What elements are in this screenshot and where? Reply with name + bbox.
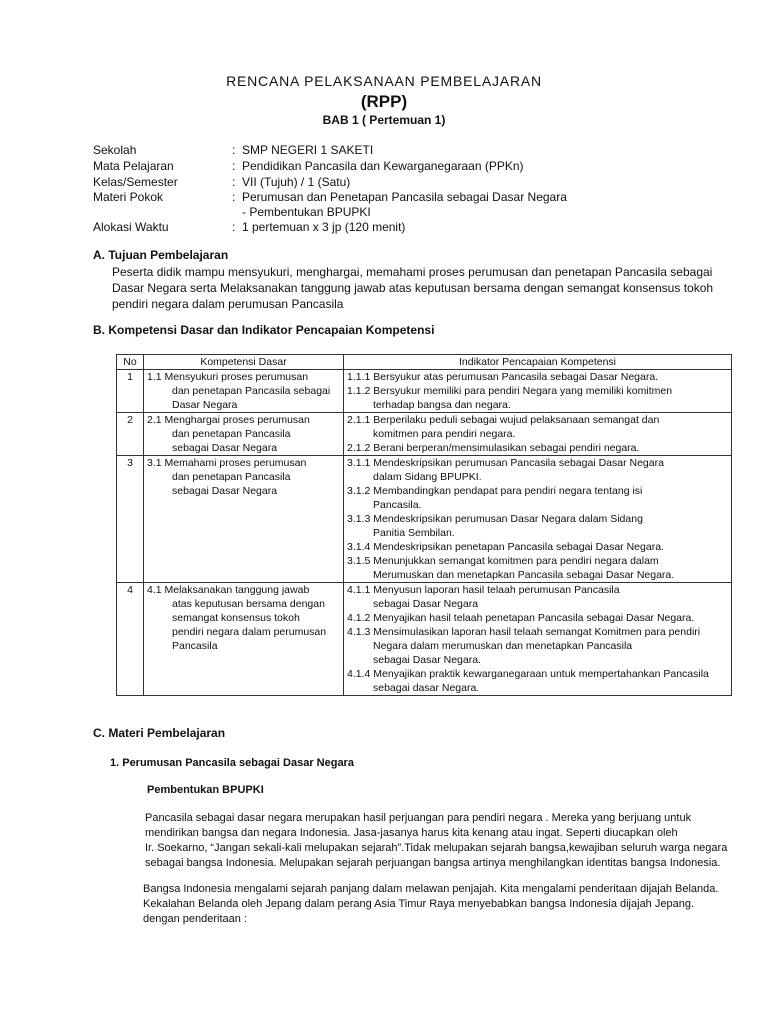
section-a-line: Dasar Negara serta Melaksanakan tanggung jawab atas keputusan bersama dengan semangat konsensus tokoh xyxy=(112,281,714,295)
kd-line: sebagai Dasar Negara xyxy=(172,442,278,454)
row-indicators xyxy=(344,413,732,456)
kd-line: sebagai Dasar Negara xyxy=(172,485,278,497)
row-kd xyxy=(144,583,344,696)
table-header-row xyxy=(117,355,732,370)
row-indicators xyxy=(344,370,732,413)
kd-line: pendiri negara dalam perumusan xyxy=(172,626,327,638)
section-a-heading: A. Tujuan Pembelajaran xyxy=(93,248,229,262)
table-row xyxy=(117,456,732,583)
ind-line: 4.1.3 Mensimulasikan laporan hasil telaah semangat Komitmen para pendiri xyxy=(347,626,701,638)
ind-line: 3.1.3 Mendeskripsikan perumusan Dasar Negara dalam Sidang xyxy=(347,513,643,525)
section-a-line: pendiri negara dalam perumusan Pancasila xyxy=(112,297,344,311)
kd-line: 1.1 Mensyukuri proses perumusan xyxy=(147,371,309,383)
kd-line: atas keputusan bersama dengan xyxy=(172,598,325,610)
info-value-sekolah: SMP NEGERI 1 SAKETI xyxy=(242,143,374,157)
chapter-title: BAB 1 ( Pertemuan 1) xyxy=(322,113,446,127)
document-abbr: (RPP) xyxy=(360,92,408,111)
ind-line: komitmen para pendiri negara. xyxy=(373,428,516,440)
kd-line: 4.1 Melaksanakan tanggung jawab xyxy=(147,584,310,596)
ind-line: Merumuskan dan menetapkan Pancasila sebagai Dasar Negara. xyxy=(373,569,675,581)
info-label-materi: Materi Pokok xyxy=(93,190,164,204)
table-row xyxy=(117,583,732,696)
info-label-kelas: Kelas/Semester xyxy=(93,175,178,189)
row-no: 2 xyxy=(117,413,144,456)
ind-line: 4.1.2 Menyajikan hasil telaah penetapan Pancasila sebagai Dasar Negara. xyxy=(347,612,695,624)
ind-line: 3.1.4 Mendeskripsikan penetapan Pancasila sebagai Dasar Negara. xyxy=(347,541,664,553)
section-c-subsubheading: Pembentukan BPUPKI xyxy=(147,784,264,796)
paragraph-line: Bangsa Indonesia mengalami sejarah panjang dalam melawan penjajah. Kita mengalami penderitaan dijajah Belanda. xyxy=(143,883,719,895)
row-kd xyxy=(144,413,344,456)
row-kd xyxy=(144,370,344,413)
section-c-subheading: 1. Perumusan Pancasila sebagai Dasar Negara xyxy=(110,757,354,769)
info-colon: : xyxy=(232,159,236,173)
ind-line: 1.1.1 Bersyukur atas perumusan Pancasila sebagai Dasar Negara. xyxy=(347,371,659,383)
row-no: 1 xyxy=(117,370,144,413)
kd-line: 2.1 Menghargai proses perumusan xyxy=(147,414,310,426)
header-no: No xyxy=(117,355,144,370)
section-c-heading: C. Materi Pembelajaran xyxy=(93,726,226,740)
row-indicators xyxy=(344,456,732,583)
paragraph-line: dengan penderitaan : xyxy=(143,913,247,925)
paragraph-line: Kekalahan Belanda oleh Jepang dalam perang Asia Timur Raya menyebabkan bangsa Indonesia dijajah Jepang. xyxy=(143,898,694,910)
paragraph-line: Ir. Soekarno, “Jangan sekali-kali melupakan sejarah”.Tidak melupakan sejarah bangsa,kewajiban seluruh warga negara xyxy=(145,842,728,854)
ind-line: Pancasila. xyxy=(373,499,422,511)
info-value-materi: Perumusan dan Penetapan Pancasila sebagai Dasar Negara xyxy=(242,190,567,204)
ind-line: Negara dalam merumuskan dan menetapkan Pancasila xyxy=(373,640,633,652)
section-a-line: Peserta didik mampu mensyukuri, menghargai, memahami proses perumusan dan penetapan Pancasila sebagai xyxy=(112,265,713,279)
ind-line: 2.1.1 Berperilaku peduli sebagai wujud pelaksanaan semangat dan xyxy=(347,414,660,426)
header-indikator: Indikator Pencapaian Kompetensi xyxy=(344,355,732,370)
paragraph-2 xyxy=(143,882,718,927)
competency-table xyxy=(116,354,732,696)
info-label-sekolah: Sekolah xyxy=(93,143,137,157)
kd-line: 3.1 Memahami proses perumusan xyxy=(147,457,307,469)
info-label-mapel: Mata Pelajaran xyxy=(93,159,174,173)
section-b-heading: B. Kompetensi Dasar dan Indikator Pencapaian Kompetensi xyxy=(93,323,435,337)
paragraph-1 xyxy=(145,811,727,871)
info-value-mapel: Pendidikan Pancasila dan Kewarganegaraan (PPKn) xyxy=(242,159,524,173)
row-no: 4 xyxy=(117,583,144,696)
row-no: 3 xyxy=(117,456,144,583)
ind-line: sebagai Dasar Negara xyxy=(373,598,479,610)
ind-line: 3.1.1 Mendeskripsikan perumusan Pancasila sebagai Dasar Negara xyxy=(347,457,664,469)
row-kd xyxy=(144,456,344,583)
header-kompetensi-dasar: Kompetensi Dasar xyxy=(144,355,344,370)
ind-line: 1.1.2 Bersyukur memiliki para pendiri Negara yang memiliki komitmen xyxy=(347,385,673,397)
kd-line: semangat konsensus tokoh xyxy=(172,612,300,624)
ind-line: Panitia Sembilan. xyxy=(373,527,455,539)
ind-line: 4.1.4 Menyajikan praktik kewarganegaraan untuk mempertahankan Pancasila xyxy=(347,668,709,680)
ind-line: dalam Sidang BPUPKI. xyxy=(373,471,482,483)
ind-line: sebagai Dasar Negara. xyxy=(373,654,481,666)
ind-line: terhadap bangsa dan negara. xyxy=(373,399,511,411)
row-indicators xyxy=(344,583,732,696)
document-title: RENCANA PELAKSANAAN PEMBELAJARAN xyxy=(226,73,542,89)
ind-line: sebagai dasar Negara. xyxy=(373,682,480,694)
info-colon: : xyxy=(232,190,236,204)
info-colon: : xyxy=(232,143,236,157)
info-label-alokasi: Alokasi Waktu xyxy=(93,220,169,234)
kd-line: Dasar Negara xyxy=(172,399,238,411)
section-a-paragraph xyxy=(112,264,713,312)
info-value-kelas: VII (Tujuh) / 1 (Satu) xyxy=(242,175,351,189)
info-value-alokasi: 1 pertemuan x 3 jp (120 menit) xyxy=(242,220,406,234)
paragraph-line: sebagai bangsa Indonesia. Melupakan sejarah perjuangan bangsa artinya menghilangkan identitas bangsa Indonesia. xyxy=(145,857,721,869)
table-row xyxy=(117,370,732,413)
kd-line: dan penetapan Pancasila sebagai xyxy=(172,385,331,397)
ind-line: 2.1.2 Berani berperan/mensimulasikan sebagai pendiri negara. xyxy=(347,442,640,454)
kd-line: dan penetapan Pancasila xyxy=(172,428,291,440)
ind-line: 3.1.2 Membandingkan pendapat para pendiri negara tentang isi xyxy=(347,485,643,497)
ind-line: 3.1.5 Menunjukkan semangat komitmen para pendiri negara dalam xyxy=(347,555,659,567)
paragraph-line: Pancasila sebagai dasar negara merupakan hasil perjuangan para pendiri negara . Mereka yang berjuang untuk xyxy=(145,812,692,824)
info-colon: : xyxy=(232,220,236,234)
info-value-subtopic: - Pembentukan BPUPKI xyxy=(242,205,371,219)
paragraph-line: mendirikan bangsa dan negara Indonesia. Jasa-jasanya harus kita kenang atau ingat. Seperti diucapkan oleh xyxy=(145,827,678,839)
table-row xyxy=(117,413,732,456)
kd-line: dan penetapan Pancasila xyxy=(172,471,291,483)
info-colon: : xyxy=(232,175,236,189)
kd-line: Pancasila xyxy=(172,640,218,652)
ind-line: 4.1.1 Menyusun laporan hasil telaah perumusan Pancasila xyxy=(347,584,620,596)
